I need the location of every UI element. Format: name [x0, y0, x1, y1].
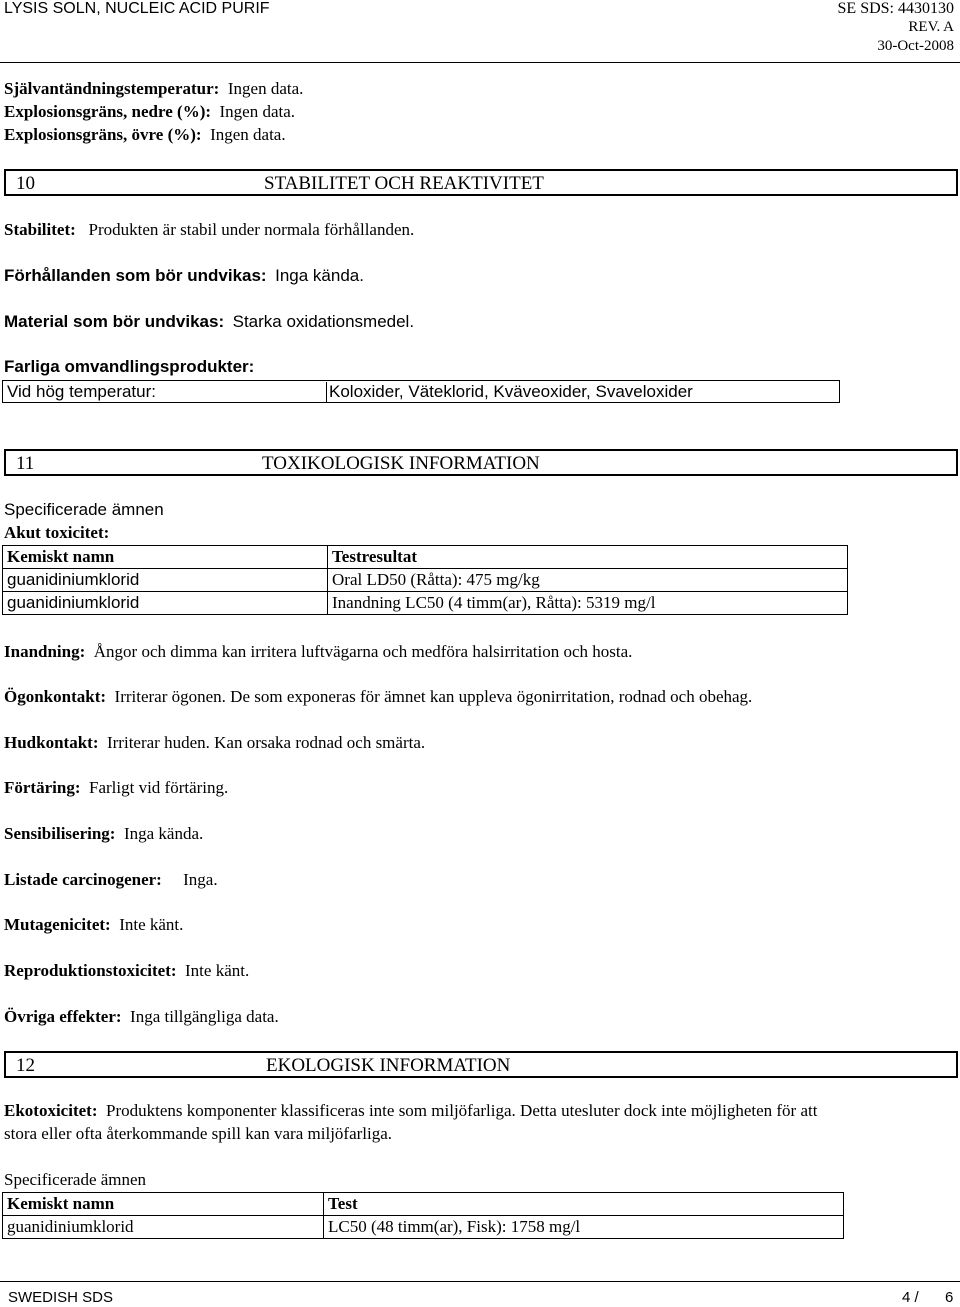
section-title: STABILITET OCH REAKTIVITET	[264, 173, 544, 194]
table-header-cell: Kemiskt namn	[3, 1193, 324, 1216]
reproductive-toxicity-row: Reproduktionstoxicitet: Inte känt.	[4, 961, 250, 980]
inhalation-row: Inandning: Ångor och dimma kan irritera luftvägarna och medföra halsirritation och hosta.	[4, 642, 633, 661]
materials-to-avoid-row: Material som bör undvikas: Starka oxidationsmedel.	[4, 312, 415, 331]
acute-toxicity-label: Akut toxicitet:	[4, 523, 110, 542]
ecotoxicity-row: Ekotoxicitet: Produktens komponenter klassificeras inte som miljöfarliga. Detta utesluter dock inte möjligheten för att	[4, 1101, 818, 1120]
conditions-to-avoid-row: Förhållanden som bör undvikas: Inga kända.	[4, 266, 364, 285]
section-title: EKOLOGISK INFORMATION	[266, 1055, 511, 1076]
section-title: TOXIKOLOGISK INFORMATION	[262, 453, 540, 474]
header-revision: REV. A	[908, 19, 954, 35]
table-row	[3, 569, 848, 592]
table-cell-chemical: guanidiniumklorid	[3, 1216, 324, 1239]
header-date: 30-Oct-2008	[877, 38, 954, 54]
table-header-cell: Testresultat	[328, 546, 848, 569]
section-number: 10	[16, 173, 35, 194]
table-header-cell: Kemiskt namn	[3, 546, 328, 569]
header-rule	[0, 62, 960, 63]
header-sds-number: SE SDS: 4430130	[837, 0, 954, 17]
table-header-row	[3, 546, 848, 569]
header-product: LYSIS SOLN, NUCLEIC ACID PURIF	[4, 0, 270, 17]
decomposition-box	[2, 380, 840, 403]
stability-row: Stabilitet: Produkten är stabil under normala förhållanden.	[4, 220, 415, 239]
table-cell-result: Inandning LC50 (4 timm(ar), Råtta): 5319 mg/l	[328, 592, 848, 615]
footer-label: SWEDISH SDS	[8, 1289, 114, 1306]
acute-toxicity-table	[2, 545, 848, 615]
footer-page-total: 6	[945, 1289, 954, 1306]
skin-contact-row: Hudkontakt: Irriterar huden. Kan orsaka rodnad och smärta.	[4, 733, 426, 752]
table-row	[3, 592, 848, 615]
footer-page-number: 4 /	[902, 1289, 919, 1306]
table-cell-result: Oral LD50 (Råtta): 475 mg/kg	[328, 569, 848, 592]
mutagenicity-row: Mutagenicitet: Inte känt.	[4, 915, 184, 934]
decomposition-condition: Vid hög temperatur:	[7, 382, 156, 401]
prop-explosion-upper: Explosionsgräns, övre (%): Ingen data.	[4, 125, 286, 144]
prop-autoignition: Självantändningstemperatur: Ingen data.	[4, 79, 304, 98]
eye-contact-row: Ögonkontakt: Irriterar ögonen. De som exponeras för ämnet kan uppleva ögonirritation, rodnad och obehag.	[4, 687, 753, 706]
prop-explosion-lower: Explosionsgräns, nedre (%): Ingen data.	[4, 102, 296, 121]
decomposition-label: Farliga omvandlingsprodukter:	[4, 357, 255, 376]
table-row	[3, 1216, 844, 1239]
section-12-header	[4, 1051, 958, 1078]
footer-rule	[0, 1281, 960, 1282]
decomposition-products: Koloxider, Väteklorid, Kväveoxider, Svaveloxider	[326, 382, 693, 403]
section-11-header	[4, 449, 958, 476]
ecotoxicity-table	[2, 1192, 844, 1239]
sensitization-row: Sensibilisering: Inga kända.	[4, 824, 204, 843]
section-number: 11	[16, 453, 35, 474]
table-header-cell: Test	[324, 1193, 844, 1216]
table-cell-result: LC50 (48 timm(ar), Fisk): 1758 mg/l	[324, 1216, 844, 1239]
ingestion-row: Förtäring: Farligt vid förtäring.	[4, 778, 229, 797]
table-header-row	[3, 1193, 844, 1216]
section-number: 12	[16, 1055, 35, 1076]
specified-substances-label: Specificerade ämnen	[4, 1170, 147, 1189]
carcinogens-row: Listade carcinogener: Inga.	[4, 870, 218, 889]
table-cell-chemical: guanidiniumklorid	[3, 592, 328, 615]
table-cell-chemical: guanidiniumklorid	[3, 569, 328, 592]
specified-substances-label: Specificerade ämnen	[4, 500, 164, 519]
ecotoxicity-row-continued: stora eller ofta återkommande spill kan vara miljöfarliga.	[4, 1124, 393, 1143]
other-effects-row: Övriga effekter: Inga tillgängliga data.	[4, 1007, 279, 1026]
section-10-header	[4, 169, 958, 196]
